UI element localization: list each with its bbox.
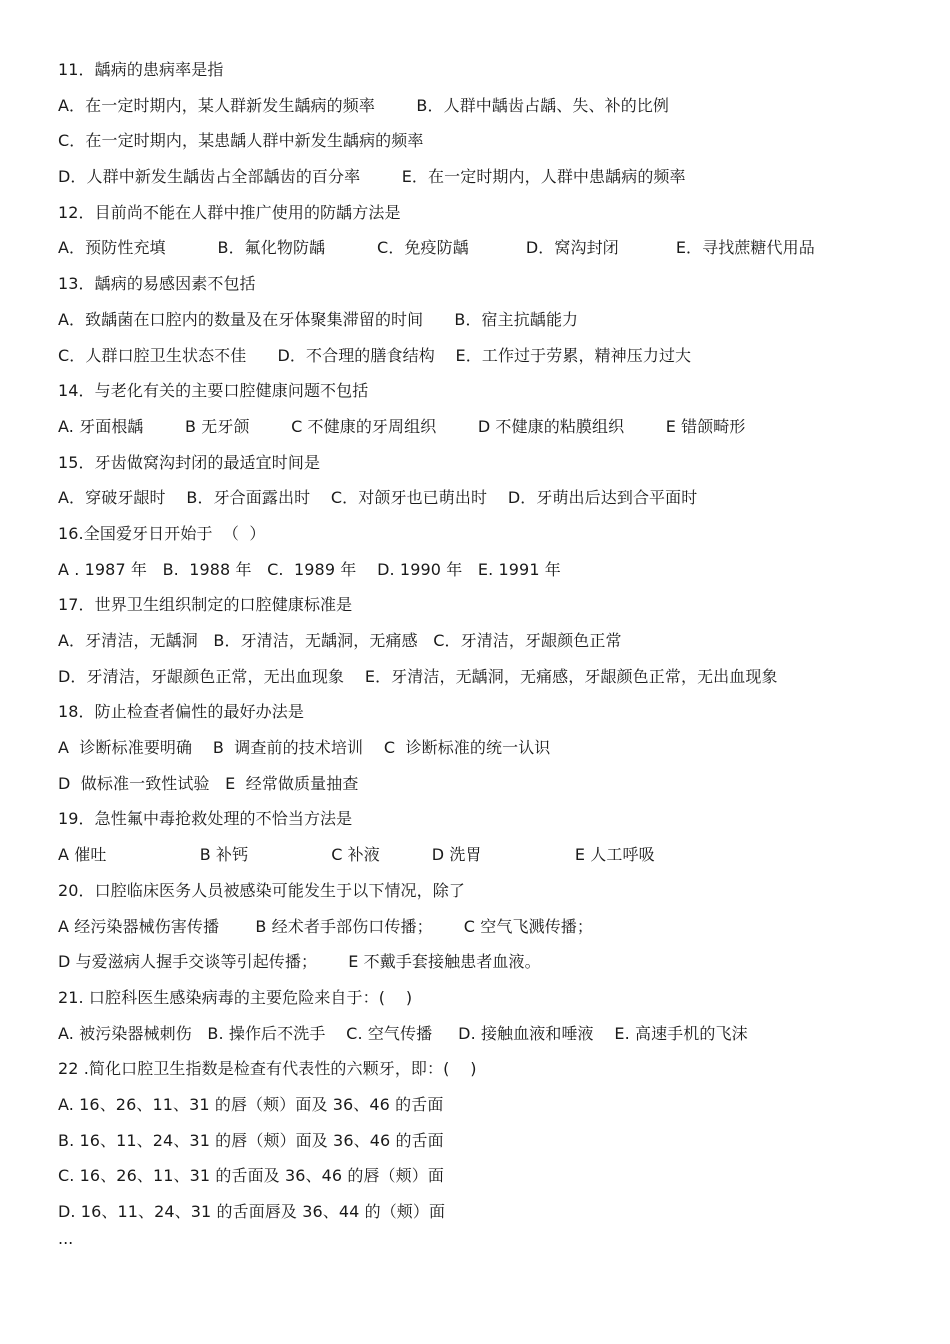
question-11-options-a-b: A．在一定时期内，某人群新发生龋病的频率 B．人群中龋齿占龋、失、补的比例 — [58, 95, 670, 115]
question-17-stem: 17．世界卫生组织制定的口腔健康标准是 — [58, 595, 353, 615]
question-15-options: A．穿破牙龈时 B．牙合面露出时 C．对颌牙也已萌出时 D．牙萌出后达到合平面时 — [58, 488, 698, 508]
question-12-stem: 12．目前尚不能在人群中推广使用的防龋方法是 — [58, 202, 401, 222]
question-22-option-c: C. 16、26、11、31 的舌面及 36、46 的唇（颊）面 — [58, 1166, 444, 1186]
question-15-stem: 15．牙齿做窝沟封闭的最适宜时间是 — [58, 452, 321, 472]
question-11-options-d-e: D．人群中新发生龋齿占全部龋齿的百分率 E．在一定时期内，人群中患龋病的频率 — [58, 167, 686, 187]
question-14-stem: 14．与老化有关的主要口腔健康问题不包括 — [58, 381, 369, 401]
question-20-options-d-e: D 与爱滋病人握手交谈等引起传播； E 不戴手套接触患者血液。 — [58, 952, 541, 972]
question-22-stem: 22 .简化口腔卫生指数是检查有代表性的六颗牙，即：( ) — [58, 1059, 477, 1079]
question-13-options-c-e: C．人群口腔卫生状态不佳 D．不合理的膳食结构 E．工作过于劳累，精神压力过大 — [58, 345, 692, 365]
question-19-options: A 催吐 B 补钙 C 补液 D 洗胃 E 人工呼吸 — [58, 845, 655, 865]
question-22-option-d: D. 16、11、24、31 的舌面唇及 36、44 的（颊）面 — [58, 1202, 446, 1221]
document-page — [58, 57, 938, 1247]
question-13-options-a-b: A．致龋菌在口腔内的数量及在牙体聚集滞留的时间 B．宿主抗龋能力 — [58, 309, 579, 329]
question-22-option-b: B. 16、11、24、31 的唇（颊）面及 36、46 的舌面 — [58, 1130, 444, 1150]
question-19-stem: 19．急性氟中毒抢救处理的不恰当方法是 — [58, 809, 353, 829]
question-14-options: A. 牙面根龋 B 无牙颌 C 不健康的牙周组织 D 不健康的粘膜组织 E 错颌畸形 — [58, 416, 746, 436]
question-16-stem: 16.全国爱牙日开始于 （ ） — [58, 523, 266, 543]
question-17-options-d-e: D．牙清洁，牙龈颜色正常，无出血现象 E．牙清洁，无龋洞，无痛感，牙龈颜色正常，无出血现象 — [58, 666, 778, 686]
question-17-options-a-c: A．牙清洁，无龋洞 B．牙清洁，无龋洞，无痛感 C．牙清洁，牙龈颜色正常 — [58, 631, 622, 650]
question-18-stem: 18．防止检查者偏性的最好办法是 — [58, 702, 304, 722]
question-16-options: A . 1987 年 B. 1988 年 C. 1989 年 D. 1990 年 E. 1991 年 — [58, 559, 561, 579]
question-11-option-c: C．在一定时期内，某患龋人群中新发生龋病的频率 — [58, 131, 424, 151]
question-12-options: A．预防性充填 B．氟化物防龋 C．免疫防龋 D．窝沟封闭 E．寻找蔗糖代用品 — [58, 238, 815, 258]
question-18-options-d-e: D 做标准一致性试验 E 经常做质量抽查 — [58, 773, 359, 793]
question-21-options: A. 被污染器械刺伤 B. 操作后不洗手 C. 空气传播 D. 接触血液和唾液 E. 高速手机的飞沫 — [58, 1023, 748, 1043]
question-11-stem: 11．龋病的患病率是指 — [58, 60, 224, 79]
question-22-option-a: A. 16、26、11、31 的唇（颊）面及 36、46 的舌面 — [58, 1094, 444, 1114]
continuation-ellipsis: ... — [58, 1228, 74, 1248]
question-20-options-a-c: A 经污染器械伤害传播 B 经术者手部伤口传播； C 空气飞溅传播； — [58, 916, 593, 936]
question-20-stem: 20．口腔临床医务人员被感染可能发生于以下情况，除了 — [58, 880, 465, 900]
question-13-stem: 13．龋病的易感因素不包括 — [58, 274, 256, 294]
question-18-options-a-c: A 诊断标准要明确 B 调查前的技术培训 C 诊断标准的统一认识 — [58, 738, 551, 758]
question-21-stem: 21. 口腔科医生感染病毒的主要危险来自于：( ) — [58, 987, 413, 1007]
